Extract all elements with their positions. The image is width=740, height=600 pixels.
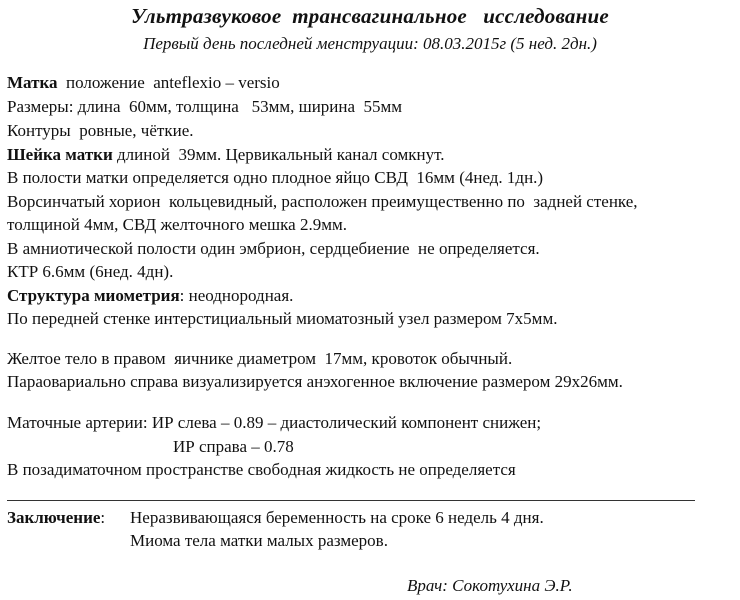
cervix-text: длиной 39мм. Цервикальный канал сомкнут. — [112, 145, 445, 164]
chorion-line-2: толщиной 4мм, СВД желточного мешка 2.9мм. — [7, 215, 347, 234]
corpus-luteum-line: Желтое тело в правом яичнике диаметром 17мм, кровоток обычный. — [7, 349, 513, 368]
conclusion-label: Заключение — [7, 508, 101, 527]
myometrium-text: : неоднородная. — [179, 286, 294, 305]
doctor-signature: Врач: Сокотухина Э.Р. — [407, 576, 573, 595]
uterus-contours-line: Контуры ровные, чёткие. — [7, 121, 194, 140]
uterus-sizes-line: Размеры: длина 60мм, толщина 53мм, ширина 55мм — [7, 97, 403, 116]
embryo-line: В амниотической полости один эмбрион, сердцебиение не определяется. — [7, 239, 540, 258]
gestational-sac-line: В полости матки определяется одно плодное яйцо СВД 16мм (4нед. 1дн.) — [7, 168, 544, 187]
uterine-arteries-right-line: ИР справа – 0.78 — [173, 437, 294, 456]
cervix-label: Шейка матки — [7, 145, 113, 164]
uterus-position-line — [7, 72, 280, 94]
chorion-line-1: Ворсинчатый хорион кольцевидный, расположен преимущественно по задней стенке, — [7, 192, 638, 211]
conclusion-line-2: Миома тела матки малых размеров. — [130, 531, 388, 550]
myometrium-label: Структура миометрия — [7, 286, 180, 305]
myometrium-line — [7, 285, 293, 307]
paraovarian-line: Параовариально справа визуализируется анэхогенное включение размером 29х26мм. — [7, 372, 623, 391]
cervix-line — [7, 144, 445, 166]
uterus-label: Матка — [7, 73, 58, 92]
conclusion-colon: : — [100, 508, 106, 527]
section-divider — [7, 500, 695, 501]
myoma-line: По передней стенке интерстициальный миоматозный узел размером 7х5мм. — [7, 309, 558, 328]
free-fluid-line: В позадиматочном пространстве свободная жидкость не определяется — [7, 460, 516, 479]
ktr-line: КТР 6.6мм (6нед. 4дн). — [7, 262, 174, 281]
uterus-position-text: положение anteflexio – versio — [57, 73, 280, 92]
conclusion-label-wrap — [7, 507, 105, 529]
uterine-arteries-left-line: Маточные артерии: ИР слева – 0.89 – диастолический компонент снижен; — [7, 413, 542, 432]
conclusion-line-1: Неразвивающаяся беременность на сроке 6 недель 4 дня. — [130, 508, 544, 527]
report-title: Ультразвуковое трансвагинальное исследование — [131, 4, 609, 28]
report-subtitle: Первый день последней менструации: 08.03.2015г (5 нед. 2дн.) — [143, 34, 597, 53]
